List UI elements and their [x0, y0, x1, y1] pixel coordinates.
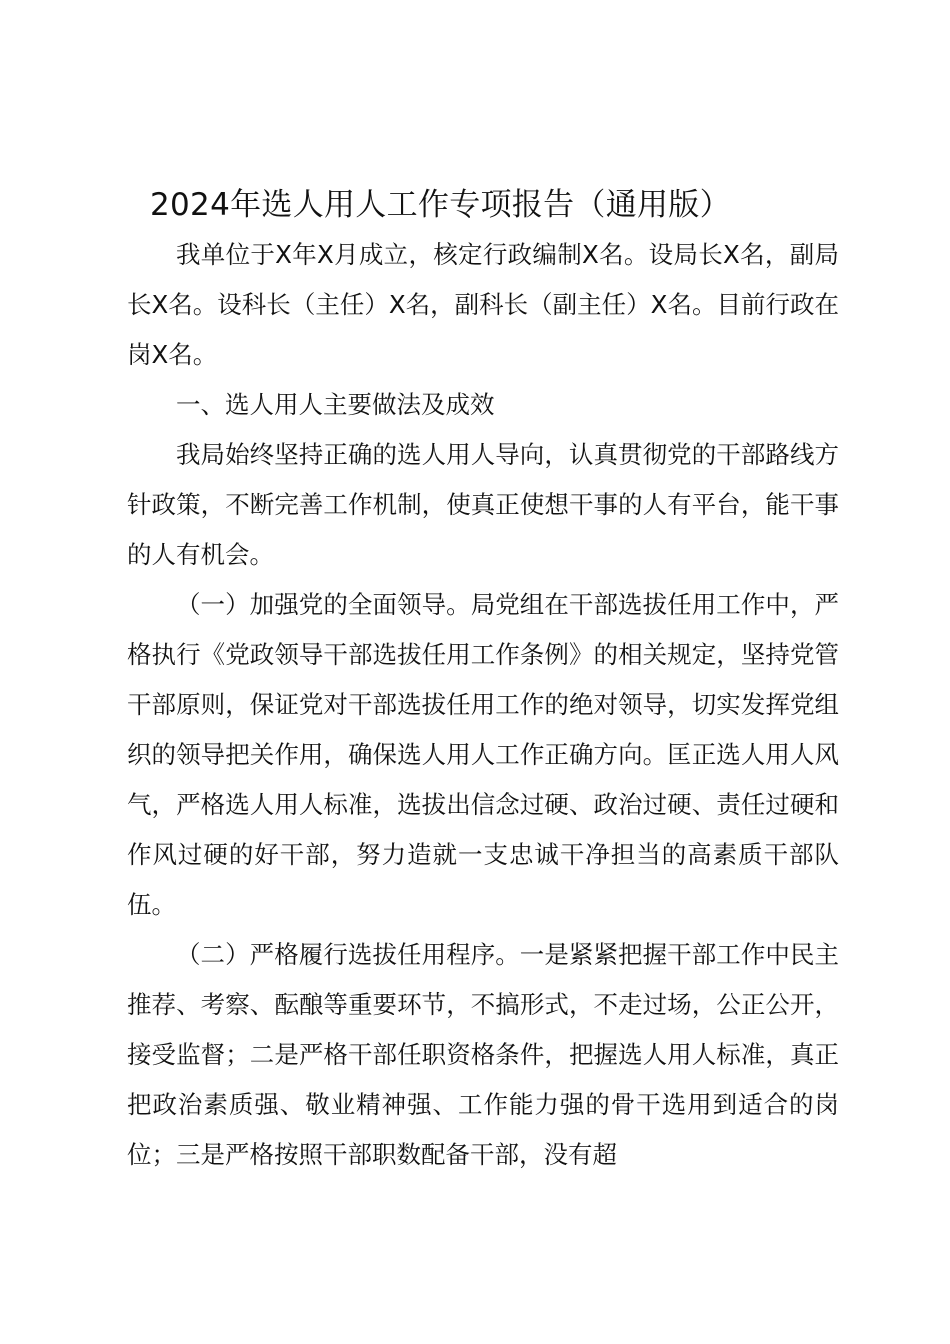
section-heading-1: 一、选人用人主要做法及成效	[176, 390, 495, 419]
document-title: 2024年选人用人工作专项报告（通用版）	[150, 187, 731, 223]
paragraph-party-leadership: （一）加强党的全面领导。局党组在干部选拔任用工作中，严格执行《党政领导干部选拔任用工作条例》的相关规定，坚持党管干部原则，保证党对干部选拔任用工作的绝对领导，切实发挥党组织的领导把关作用，确保选人用人工作正确方向。匡正选人用人风气，严格选人用人标准，选拔出信念过硬、政治过硬、责任过硬和作风过硬的好干部，努力造就一支忠诚干净担当的高素质干部队伍。	[127, 590, 839, 919]
paragraph-overview: 我局始终坚持正确的选人用人导向，认真贯彻党的干部路线方针政策，不断完善工作机制，使真正使想干事的人有平台，能干事的人有机会。	[127, 440, 839, 569]
paragraph-selection-procedure: （二）严格履行选拔任用程序。一是紧紧把握干部工作中民主推荐、考察、酝酿等重要环节，不搞形式，不走过场，公正公开，接受监督；二是严格干部任职资格条件，把握选人用人标准，真正把政治素质强、敬业精神强、工作能力强的骨干选用到适合的岗位；三是严格按照干部职数配备干部，没有超	[127, 940, 839, 1169]
document-body	[127, 230, 839, 1180]
paragraph-intro: 我单位于X年X月成立，核定行政编制X名。设局长X名，副局长X名。设科长（主任）X名，副科长（副主任）X名。目前行政在岗X名。	[127, 240, 839, 369]
